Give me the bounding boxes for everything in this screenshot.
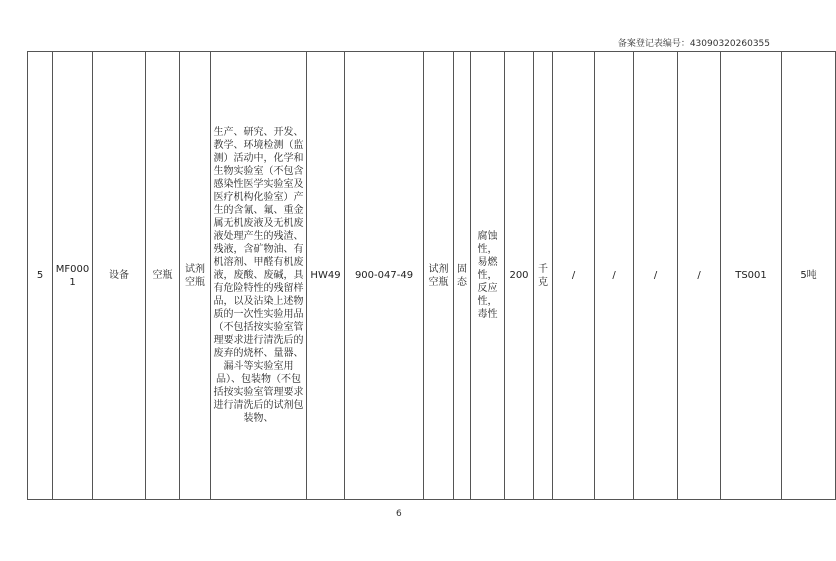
cell-no: 5 [28,52,53,500]
cell-source: 设备 [93,52,146,500]
cell-unit: 千克 [534,52,553,500]
cell-form-name: 试剂空瓶 [424,52,454,500]
filing-code: 备案登记表编号：43090320260355 [617,39,770,49]
cell-waste-code: 900-047-49 [345,52,424,500]
cell-description: 生产、研究、开发、教学、环境检测（监测）活动中，化学和生物实验室（不包含感染性医学实验室及医疗机构化验室）产生的含氰、氟、重金属无机废液及无机废液处理产生的残渣、残液，含矿物油、有机溶剂、甲醛有机废液，废酸、废碱，具有危险特性的残留样品，以及沾染上述物质的一次性实验用品（不包括按实验室管理要求进行清洗后的废弃的烧杯、量器、漏斗等实验室用品）、包装物（不包括按实验室管理要求进行清洗后的试剂包装物、 [211,52,307,500]
cell-alias: 试剂空瓶 [180,52,211,500]
waste-registration-table [27,51,836,500]
cell-code: MF0001 [53,52,93,500]
cell-slash-1: / [553,52,595,500]
cell-amount: 5吨 [782,52,836,500]
page-number: 6 [396,509,402,519]
cell-state: 固态 [454,52,471,500]
cell-slash-3: / [634,52,678,500]
cell-hazard: 腐蚀性，易燃性，反应性，毒性 [471,52,505,500]
cell-facility: TS001 [721,52,782,500]
table-row [28,52,836,500]
cell-quantity: 200 [505,52,534,500]
cell-category: HW49 [307,52,345,500]
cell-slash-4: / [678,52,721,500]
cell-name: 空瓶 [146,52,180,500]
cell-slash-2: / [595,52,634,500]
